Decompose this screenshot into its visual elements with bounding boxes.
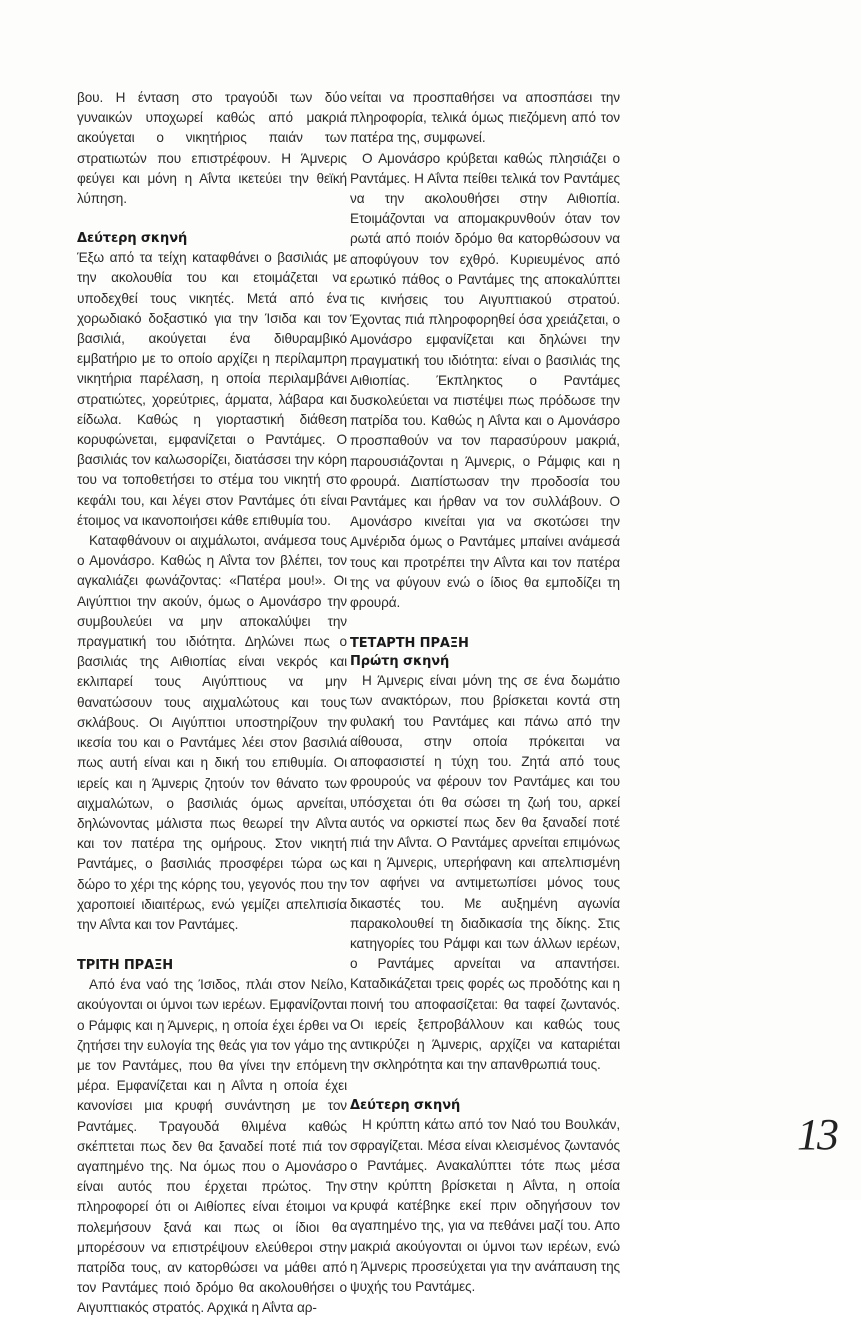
page-number: 13 — [797, 1110, 837, 1159]
act4-heading: ΤΕΤΑΡΤΗ ΠΡΑΞΗ — [350, 636, 469, 652]
act4-scene1-heading: Πρώτη σκηνή — [350, 654, 450, 670]
act4-scene2-heading: Δεύτερη σκηνή — [350, 1098, 461, 1114]
act4-scene2-paragraph: Η κρύπτη κάτω από τον Ναό του Βουλκάν, σφραγίζεται. Μέσα είναι κλεισμένος ζωντανός ο Ραντάμες. Ανακαλύπτει τότε πως μέσα στην κρύπτη βρίσκεται η Αΐντα, η οποία κρυφά κατέβηκε εκεί πριν οδηγήσουν τον αγαπημένο της, για να πεθάνει μαζί του. Απο μακριά ακούγονται οι ύμνοι των ιερέων, ενώ η Άμνερις προσεύχεται για την ανάπαυση της ψυχής του Ραντάμες. — [350, 1117, 620, 1294]
act3-paragraph: Από ένα ναό της Ίσιδος, πλάι στον Νείλο, ακούγονται οι ύμνοι των ιερέων. Εμφανίζονται ο Ράμφις και η Άμνερις, η οποία έχει έρθει να ζητήσει την ευλογία της θεάς για τον γάμο της με τον Ραντάμες, που θα γίνει την επόμενη μέρα. Εμφανίζεται και η Αΐντα η οποία έχει κανονίσει μια κρυφή συνάντηση με τον Ραντάμες. Τραγουδά θλιμένα καθώς σκέπτεται πως δεν θα ξαναδεί ποτέ πιά τον αγαπημένο της. Να όμως που ο Αμονάσρο είναι αυτός που έρχεται πρώτος. Την πληροφορεί ότι οι Αιθίοπες είναι έτοιμοι να πολεμήσουν ξανά και πως οι ίδιοι θα μπορέσουν να επιστρέψουν ελεύθεροι στην πατρίδα τους, αν κατορθώσει να μάθει από τον Ραντάμες ποιό δρόμο θα ακολουθήσει ο Αιγυπτιακός στρατός. Αρχικά η Αΐντα αρ- — [77, 977, 347, 1316]
act3-heading: ΤΡΙΤΗ ΠΡΑΞΗ — [77, 958, 173, 974]
continuation-paragraph: νείται να προσπαθήσει να αποσπάσει την πληροφορία, τελικά όμως πιεζόμενη από τον πατέρα της, συμφωνεί. — [350, 90, 620, 146]
right-column — [350, 88, 620, 1297]
scene2-paragraph-2: Καταφθάνουν οι αιχμάλωτοι, ανάμεσα τους ο Αμονάσρο. Καθώς η Αΐντα τον βλέπει, τον αγκαλιάζει φωνάζοντας: «Πατέρα μου!». Οι Αιγύπτιοι την ακούν, όμως ο Αμονάσρο την συμβουλεύει να μην αποκαλύψει την πραγματική του ιδιότητα. Δηλώνει πως ο βασιλιάς της Αιθιοπίας είναι νεκρός και εκλιπαρεί τους Αιγύπτιους να μην θανατώσουν τους αιχμαλώτους και τους σκλάβους. Οι Αιγύπτιοι υποστηρίζουν την ικεσία του και ο Ραντάμες λέει στον βασιλιά πως αυτή είναι και η δική του επιθυμία. Οι ιερείς και η Άμνερις ζητούν τον θάνατο των αιχμαλώτων, ο βασιλιάς όμως αρνείται, δηλώνοντας μάλιστα πως θεωρεί την Αΐντα και τον πατέρα της ομήρους. Στον νικητή Ραντάμες, ο βασιλιάς προσφέρει τώρα ως δώρο το χέρι της κόρης του, γεγονός που την χαροποιεί ιδιαιτέρως, ενώ γεμίζει απελπισία την Αΐντα και τον Ραντάμες. — [77, 533, 347, 932]
scene2-paragraph-1: Έξω από τα τείχη καταφθάνει ο βασιλιάς με την ακολουθία του και ετοιμάζεται να υποδεχθεί τους νικητές. Μετά από ένα χορωδιακό δοξαστικό για την Ίσιδα και τον βασιλιά, ακούγεται ένα διθυραμβικό εμβατήριο με το οποίο αρχίζει η περίλαμπρη νικητήρια παρέλαση, η οποία περιλαμβάνει στρατιώτες, χορεύτριες, άρματα, λάβαρα και είδωλα. Καθώς η γιορταστική διάθεση κορυφώνεται, εμφανίζεται ο Ραντάμες. Ο βασιλιάς τον καλωσορίζει, διατάσσει την κόρη του να τοποθετήσει το στέμα του νικητή στο κεφάλι του, και λέγει στον Ραντάμες ότι είναι έτοιμος να ικανοποιήσει κάθε επιθυμία του. — [77, 250, 347, 528]
scene-heading: Δεύτερη σκηνή — [77, 231, 188, 247]
amonasro-paragraph: Ο Αμονάσρο κρύβεται καθώς πλησιάζει ο Ραντάμες. Η Αΐντα πείθει τελικά τον Ραντάμες να την ακολουθήσει στην Αιθιοπία. Ετοιμάζονται να απομακρυνθούν όταν τον ρωτά από ποιόν δρόμο θα κατορθώσουν να αποφύγουν τον εχθρό. Κυριευμένος από ερωτικό πάθος ο Ραντάμες της αποκαλύπτει τις κινήσεις του Αιγυπτιακού στρατού. Έχοντας πιά πληροφορηθεί όσα χρειάζεται, ο Αμονάσρο εμφανίζεται και δηλώνει την πραγματική του ιδιότητα: είναι ο βασιλιάς της Αιθιοπίας. Έκπληκτος ο Ραντάμες δυσκολεύεται να πιστέψει πως πρόδωσε την πατρίδα του. Καθώς η Αΐντα και ο Αμονάσρο προσπαθούν να τον παρασύρουν μακριά, παρουσιάζονται η Άμνερις, ο Ράμφις και η φρουρά. Διαπίστωσαν την προδοσία του Ραντάμες και ήρθαν να τον συλλάβουν. Ο Αμονάσρο κινείται για να σκοτώσει την Αμνέριδα όμως ο Ραντάμες μπαίνει ανάμεσά τους και προτρέπει την Αΐντα και τον πατέρα της να φύγουν ενώ ο ίδιος θα εμποδίζει τη φρουρά. — [350, 150, 620, 611]
act4-scene1-paragraph: Η Άμνερις είναι μόνη της σε ένα δωμάτιο των ανακτόρων, που βρίσκεται κοντά στη φυλακή του Ραντάμες και πάνω από την αίθουσα, στην οποία πρόκειται να αποφασιστεί η τύχη του. Ζητά από τους φρουρούς να φέρουν τον Ραντάμες και του υπόσχεται ότι θα σώσει τη ζωή του, αρκεί αυτός να ορκιστεί πως δεν θα ξαναδεί ποτέ πιά την Αΐντα. Ο Ραντάμες αρνείται επιμόνως και η Άμνερις, υπερήφανη και απελπισμένη τον αφήνει να αντιμετωπίσει μόνος τους δικαστές του. Με αυξημένη αγωνία παρακολουθεί τη διαδικασία της δίκης. Στις κατηγορίες του Ράμφι και των άλλων ιερέων, ο Ραντάμες αρνείται να απαντήσει. Καταδικάζεται τρεις φορές ως προδότης και η ποινή του αποφασίζεται: θα ταφεί ζωντανός. Οι ιερείς ξεπροβάλλουν και καθώς τους αντικρύζει η Άμνερις, αρχίζει να καταριέται την σκληρότητα και την απανθρωπιά τους. — [350, 673, 620, 1073]
left-column — [77, 88, 347, 1319]
intro-paragraph: βου. Η ένταση στο τραγούδι των δύο γυναικών υποχωρεί καθώς από μακριά ακούγεται ο νικητήριος παιάν των στρατιωτών που επιστρέφουν. Η Άμνερις φεύγει και μόνη η Αΐντα ικετεύει την θεϊκή λύπηση. — [77, 90, 347, 207]
